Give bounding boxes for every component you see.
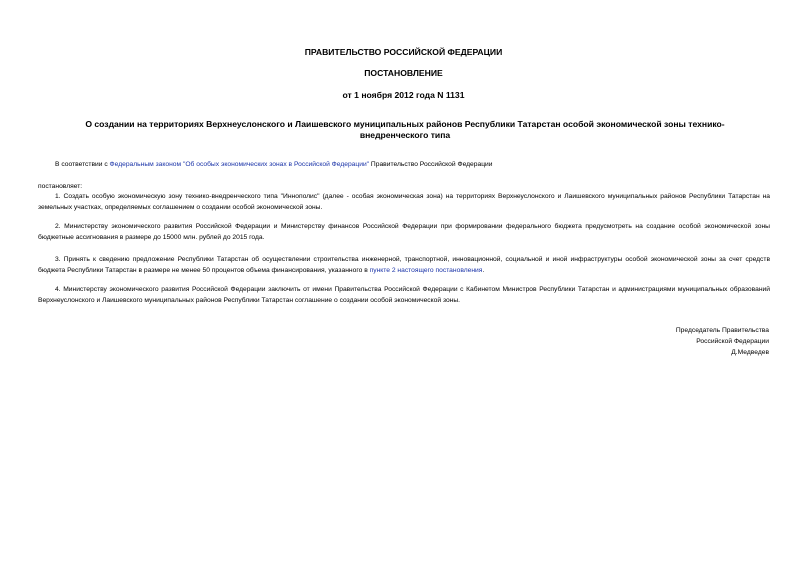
preamble-text-before: В соответствии с <box>55 161 110 168</box>
preamble-paragraph <box>38 160 770 171</box>
paragraph-1: 1. Создать особую экономическую зону технико-внедренческого типа "Иннополис" (далее - особая экономическая зона) на территориях Верхнеуслонского и Лаишевского муниципальных районов Республики Татарстан на земельных участках, определяемых соглашением о создании особой экономической зоны. <box>38 193 770 211</box>
document-date-number: от 1 ноября 2012 года N 1131 <box>342 90 465 100</box>
paragraph-2: 2. Министерству экономического развития Российской Федерации и Министерству финансов Российской Федерации при формировании федерального бюджета предусмотреть на создание особой экономической зоны бюджетные ассигнования в размере до 15000 млн. рублей до 2015 года. <box>38 223 770 241</box>
resolves-label: постановляет: <box>38 183 83 190</box>
government-heading: ПРАВИТЕЛЬСТВО РОССИЙСКОЙ ФЕДЕРАЦИИ <box>304 47 503 57</box>
paragraph-3-end: . <box>482 266 485 274</box>
paragraph-3 <box>38 255 770 276</box>
document-title: О создании на территориях Верхнеуслонского и Лаишевского муниципальных районов Республики Татарстан особой экономической зоны технико-внедренческого типа <box>85 119 725 140</box>
signature-position: Председатель Правительства <box>675 327 769 334</box>
signature-block <box>569 325 769 358</box>
paragraph-3-text: 3. Принять к сведению предложение Республики Татарстан об осуществлении строительства инженерной, транспортной, инновационной, социальной и иной инфраструктуры особой экономической зоны за счет средств бюджета Республики Татарстан в размере не менее 50 процентов объема финансирования, указанного в <box>38 256 770 274</box>
paragraph-4: 4. Министерству экономического развития Российской Федерации заключить от имени Правительства Российской Федерации с Кабинетом Министров Республики Татарстан и администрациями муниципальных образований Верхнеуслонского и Лаишевского муниципальных районов Республики Татарстан соглашение о создании особой экономической зоны. <box>38 286 770 304</box>
federal-law-link[interactable]: Федеральным законом "Об особых экономических зонах в Российской Федерации" <box>109 161 370 168</box>
paragraph-2-reference-link[interactable]: пункте 2 настоящего постановления <box>369 266 483 274</box>
preamble-text-after: Правительство Российской Федерации <box>369 161 493 168</box>
signature-organization: Российской Федерации <box>696 338 769 345</box>
document-type-heading: ПОСТАНОВЛЕНИЕ <box>364 68 443 78</box>
signature-name: Д.Медведев <box>731 349 769 356</box>
